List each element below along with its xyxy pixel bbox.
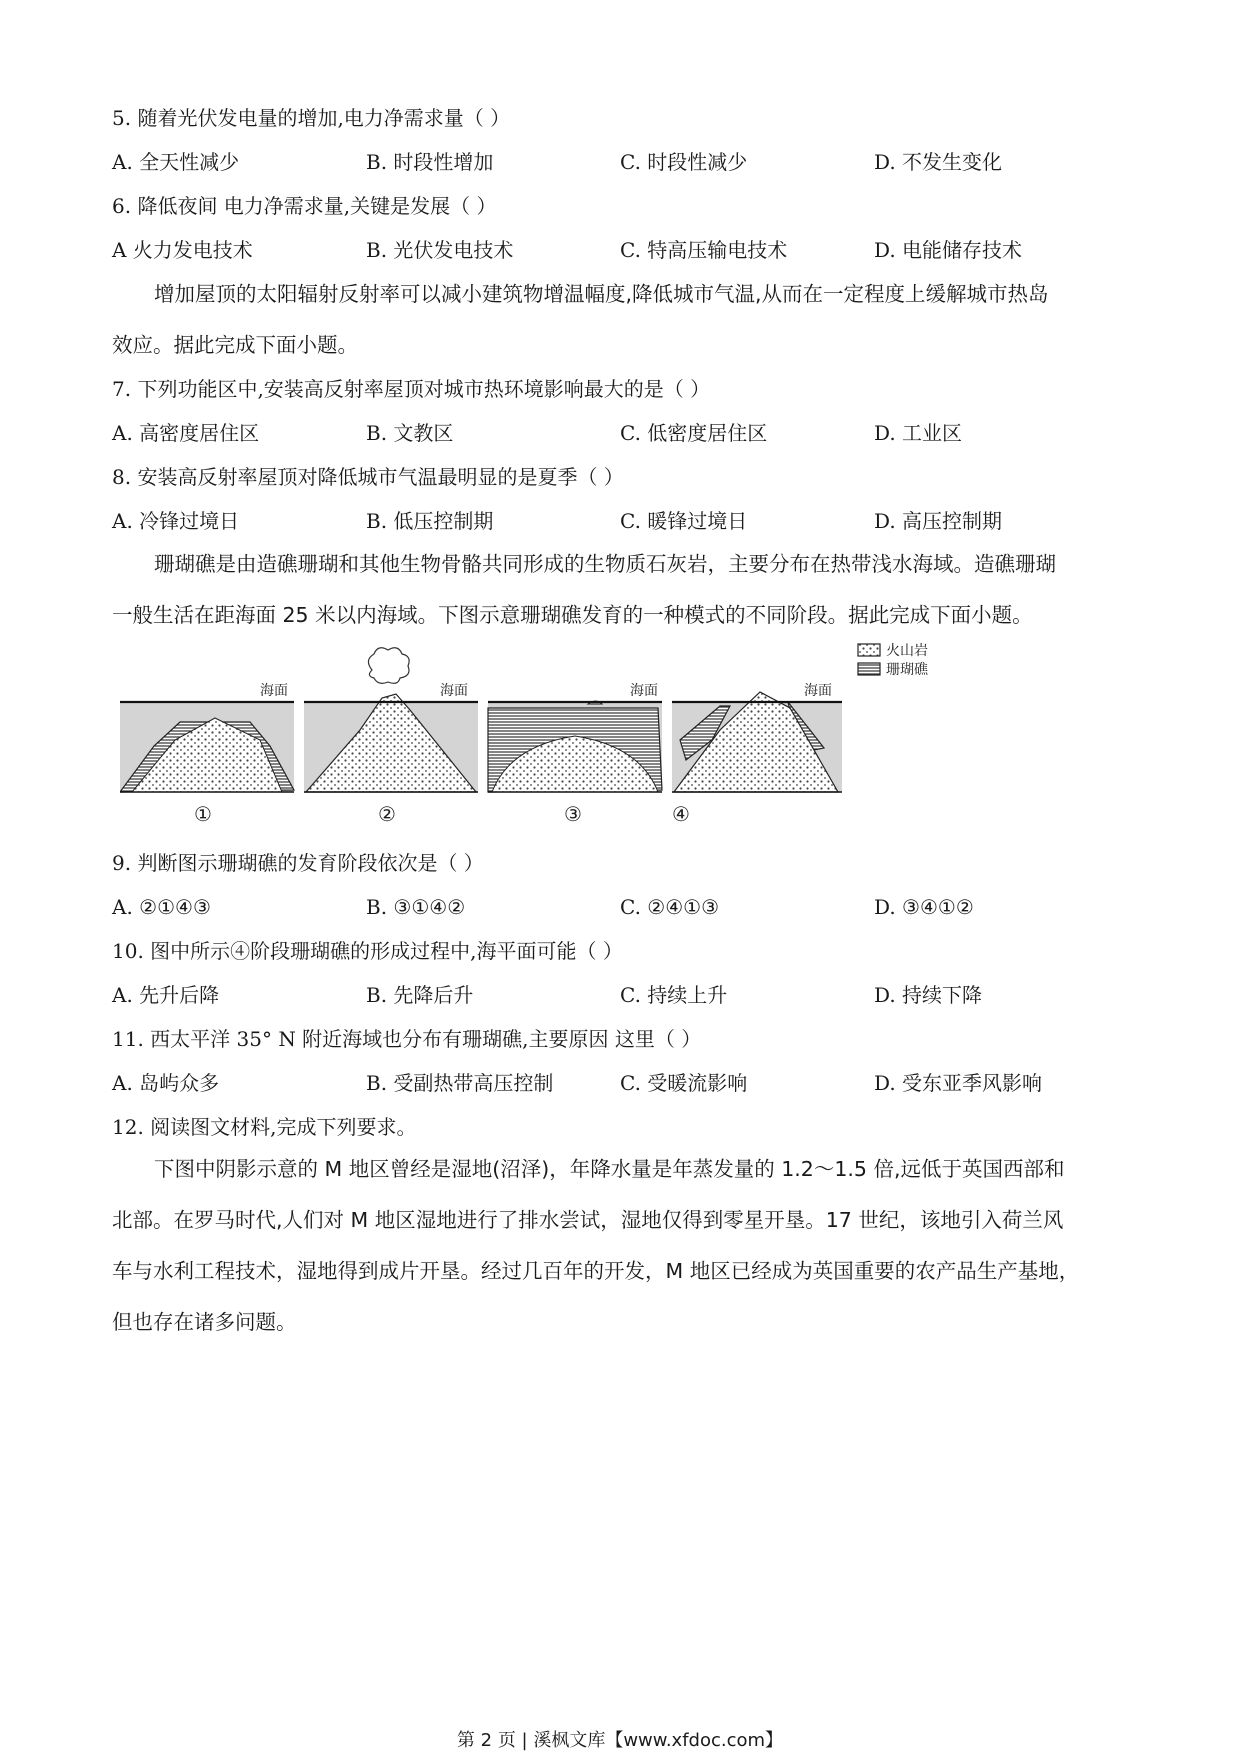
q9-option-d[interactable]: D. ③④①②	[874, 895, 974, 919]
q6-option-d[interactable]: D. 电能储存技术	[874, 238, 1023, 262]
q5-option-a[interactable]: A. 全天性减少	[112, 150, 240, 174]
passage-heat-island	[112, 269, 1124, 371]
panel-label-2: ②	[378, 802, 396, 826]
legend-volcanic-swatch	[858, 644, 880, 656]
passage-m-region	[112, 1144, 1124, 1348]
question-11-options	[112, 1071, 1122, 1095]
question-7-options	[112, 421, 1122, 445]
q7-option-b[interactable]: B. 文教区	[366, 421, 454, 445]
stage-panel-1	[120, 683, 294, 826]
question-10-options	[112, 983, 1122, 1007]
legend-coral-label: 珊瑚礁	[886, 662, 928, 678]
q7-option-d[interactable]: D. 工业区	[874, 421, 963, 445]
q11-option-a[interactable]: A. 岛屿众多	[112, 1071, 220, 1095]
question-5-stem: 5. 随着光伏发电量的增加,电力净需求量（ ）	[112, 106, 511, 130]
sea-level-label-1: 海面	[260, 683, 288, 699]
q7-option-c[interactable]: C. 低密度居住区	[620, 421, 768, 445]
passage-2-line-1: 珊瑚礁是由造礁珊瑚和其他生物骨骼共同形成的生物质石灰岩，主要分布在热带浅水海域。造礁珊瑚	[154, 552, 1056, 576]
question-6-options	[112, 238, 1122, 262]
q9-option-c[interactable]: C. ②④①③	[620, 895, 720, 919]
question-7-stem: 7. 下列功能区中,安装高反射率屋顶对城市热环境影响最大的是（ ）	[112, 377, 711, 401]
question-11-stem: 11. 西太平洋 35° N 附近海域也分布有珊瑚礁,主要原因 这里（ ）	[112, 1027, 702, 1051]
stage-panel-3	[488, 683, 662, 826]
question-8-stem: 8. 安装高反射率屋顶对降低城市气温最明显的是夏季（ ）	[112, 465, 624, 489]
q7-option-a[interactable]: A. 高密度居住区	[112, 421, 260, 445]
question-8-options	[112, 509, 1122, 533]
legend-coral-swatch	[858, 663, 880, 675]
eruption-cloud-icon	[368, 648, 409, 684]
passage-2-line-2: 一般生活在距海面 25 米以内海域。下图示意珊瑚礁发育的一种模式的不同阶段。据此完成下面小题。	[112, 603, 1033, 627]
figure-legend	[858, 642, 929, 678]
q5-option-c[interactable]: C. 时段性减少	[620, 150, 748, 174]
stage-panel-4	[672, 683, 842, 826]
q8-option-b[interactable]: B. 低压控制期	[366, 509, 494, 533]
sea-level-label-4: 海面	[804, 683, 832, 699]
passage-3-line-1: 下图中阴影示意的 M 地区曾经是湿地(沼泽)，年降水量是年蒸发量的 1.2～1.5 倍,远低于英国西部和	[154, 1157, 1065, 1181]
q6-option-c[interactable]: C. 特高压输电技术	[620, 238, 788, 262]
q11-option-d[interactable]: D. 受东亚季风影响	[874, 1071, 1043, 1095]
question-6-stem: 6. 降低夜间 电力净需求量,关键是发展（ ）	[112, 194, 497, 218]
passage-1-line-1: 增加屋顶的太阳辐射反射率可以减小建筑物增温幅度,降低城市气温,从而在一定程度上缓解城市热岛	[154, 282, 1049, 306]
q10-option-c[interactable]: C. 持续上升	[620, 983, 728, 1007]
q5-option-d[interactable]: D. 不发生变化	[874, 150, 1003, 174]
q6-option-b[interactable]: B. 光伏发电技术	[366, 238, 514, 262]
q11-option-b[interactable]: B. 受副热带高压控制	[366, 1071, 554, 1095]
q8-option-d[interactable]: D. 高压控制期	[874, 509, 1003, 533]
q8-option-a[interactable]: A. 冷锋过境日	[112, 509, 240, 533]
q10-option-b[interactable]: B. 先降后升	[366, 983, 474, 1007]
panel-label-3: ③	[564, 802, 582, 826]
q6-option-a[interactable]: A 火力发电技术	[112, 238, 253, 262]
passage-1-line-2: 效应。据此完成下面小题。	[112, 333, 358, 357]
question-12-stem: 12. 阅读图文材料,完成下列要求。	[112, 1115, 417, 1139]
question-9-stem: 9. 判断图示珊瑚礁的发育阶段依次是（ ）	[112, 851, 484, 875]
passage-3-line-2: 北部。在罗马时代,人们对 M 地区湿地进行了排水尝试，湿地仅得到零星开垦。17 世纪，该地引入荷兰风	[112, 1208, 1064, 1232]
sea-level-label-2: 海面	[440, 683, 468, 699]
page-footer: 第 2 页 | 溪枫文库【www.xfdoc.com】	[456, 1730, 784, 1751]
passage-coral-reef	[112, 539, 1124, 641]
sea-level-label-3: 海面	[630, 683, 658, 699]
question-10-stem: 10. 图中所示④阶段珊瑚礁的形成过程中,海平面可能（ ）	[112, 939, 623, 963]
passage-3-line-3: 车与水利工程技术，湿地得到成片开垦。经过几百年的开发，M 地区已经成为英国重要的农产品生产基地，	[112, 1259, 1080, 1283]
q11-option-c[interactable]: C. 受暖流影响	[620, 1071, 748, 1095]
question-9-options	[112, 895, 1122, 919]
coral-reef-diagram	[120, 640, 940, 830]
passage-3-line-4: 但也存在诸多问题。	[112, 1310, 297, 1334]
q5-option-b[interactable]: B. 时段性增加	[366, 150, 494, 174]
q10-option-a[interactable]: A. 先升后降	[112, 983, 220, 1007]
q9-option-a[interactable]: A. ②①④③	[112, 895, 211, 919]
q9-option-b[interactable]: B. ③①④②	[366, 895, 466, 919]
question-5-options	[112, 150, 1122, 174]
panel-label-4: ④	[672, 802, 690, 826]
stage-panel-2	[304, 648, 478, 826]
q10-option-d[interactable]: D. 持续下降	[874, 983, 983, 1007]
legend-volcanic-label: 火山岩	[886, 643, 928, 659]
q8-option-c[interactable]: C. 暖锋过境日	[620, 509, 748, 533]
coral-reef-stages-figure	[120, 640, 940, 830]
panel-label-1: ①	[194, 802, 212, 826]
